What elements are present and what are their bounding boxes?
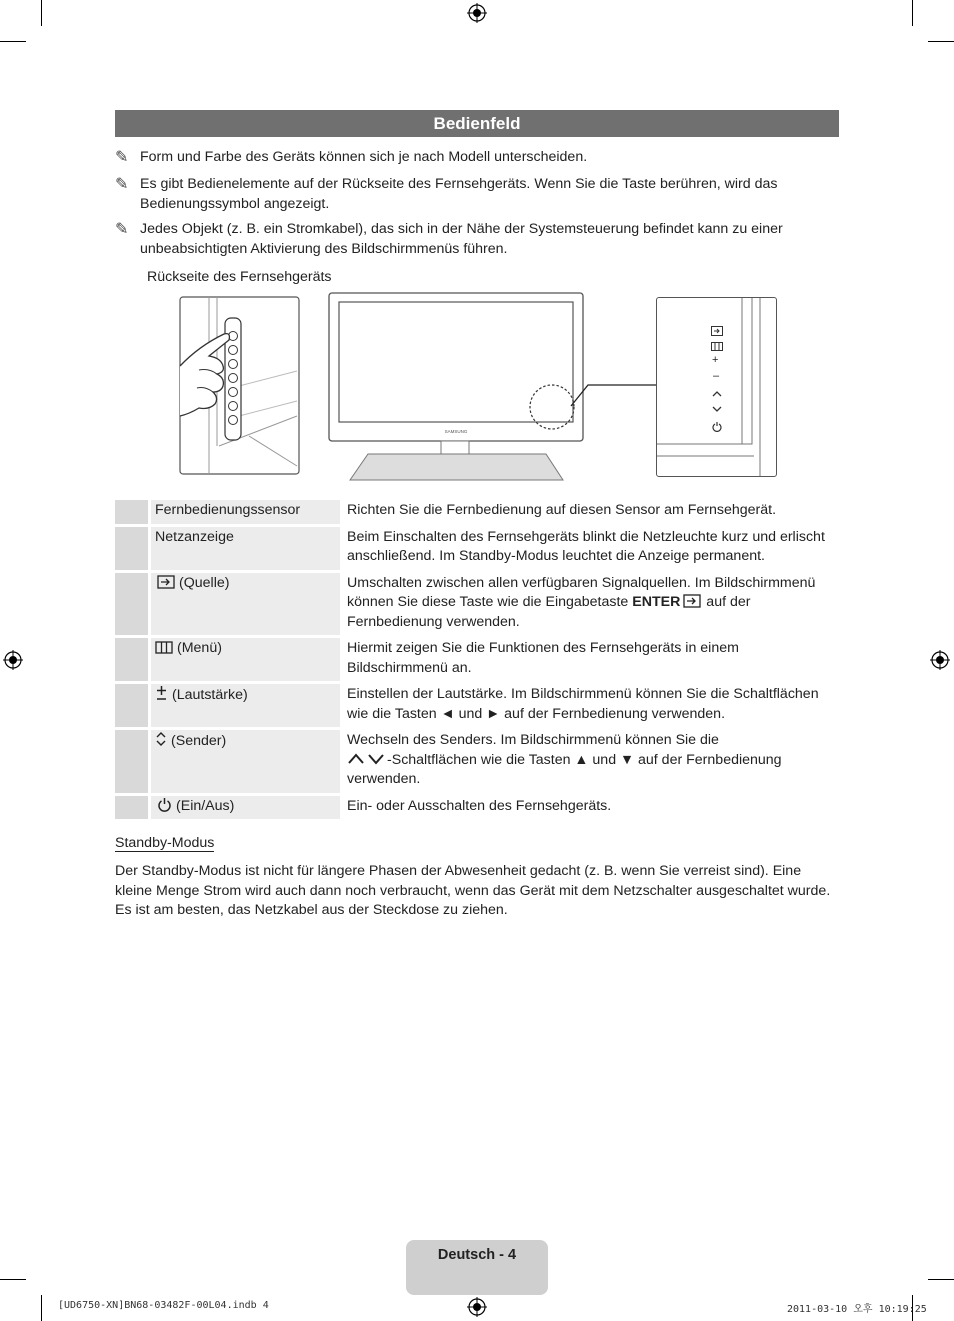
control-description: -Schaltflächen wie die Tasten ▲ und ▼ auf der Fernbedienung verwenden. xyxy=(347,751,782,787)
standby-paragraph: Der Standby-Modus ist nicht für längere Phasen der Abwesenheit gedacht (z. B. wenn Sie verreist sind). Eine kleine Menge Strom wird auch dann noch verbraucht, wenn das Gerät mit dem Netzschalter ausgeschaltet wurde. Es ist am besten, das Netzkabel aus der Steckdose zu ziehen. xyxy=(115,863,831,918)
footer-timestamp: 2011-03-10 오후 10:19:25 xyxy=(787,1304,927,1315)
note-item xyxy=(115,175,839,214)
menu-icon xyxy=(155,641,173,654)
control-description: Ein- oder Ausschalten des Fernsehgeräts. xyxy=(343,796,839,820)
control-table xyxy=(115,497,839,822)
table-row xyxy=(115,573,839,636)
table-row xyxy=(115,527,839,570)
menu-icon xyxy=(711,342,723,351)
row-marker xyxy=(115,527,148,570)
minus-icon: – xyxy=(713,370,720,382)
row-marker xyxy=(115,573,148,636)
control-label: (Quelle) xyxy=(179,574,230,591)
control-label-cell xyxy=(148,796,343,820)
section-title: Bedienfeld xyxy=(115,110,839,137)
source-icon xyxy=(711,326,723,336)
pencil-note-icon: ✎ xyxy=(115,149,129,166)
row-marker xyxy=(115,500,148,524)
control-description: Beim Einschalten des Fernsehgeräts blinkt die Netzleuchte kurz und erlischt anschließend. Im Standby-Modus leuchtet die Anzeige permanent. xyxy=(343,527,839,570)
table-row xyxy=(115,500,839,524)
control-description: auf der Fernbedienung verwenden. xyxy=(347,594,751,630)
control-panel-closeup xyxy=(656,297,777,477)
table-row xyxy=(115,684,839,727)
control-description-cell xyxy=(343,573,839,636)
registration-mark-icon xyxy=(3,650,23,670)
control-label-cell xyxy=(148,730,343,793)
control-description: Einstellen der Lautstärke. Im Bildschirmmenü können Sie die Schaltflächen wie die Tasten ◄ und ► auf der Fernbedienung verwenden. xyxy=(343,684,839,727)
standby-heading: Standby-Modus xyxy=(115,835,215,851)
crop-mark xyxy=(912,0,913,26)
registration-mark-icon xyxy=(467,1297,487,1317)
chevron-up-down-icon xyxy=(347,752,387,766)
note-text: Form und Farbe des Geräts können sich je nach Modell unterscheiden. xyxy=(140,149,588,165)
control-label-cell xyxy=(148,638,343,681)
control-label: (Sender) xyxy=(171,733,227,749)
figure-caption: Rückseite des Fernsehgeräts xyxy=(147,269,332,285)
table-row xyxy=(115,638,839,681)
control-description: Umschalten zwischen allen verfügbaren Signalquellen. Im Bildschirmmenü können Sie diese Taste wie die Eingabetaste xyxy=(347,574,816,610)
page-label: Deutsch - 4 xyxy=(437,1247,517,1263)
table-row xyxy=(115,796,839,820)
table-row xyxy=(115,730,839,793)
source-icon xyxy=(157,575,175,589)
control-label: (Lautstärke) xyxy=(172,687,248,703)
tv-front-illustration xyxy=(328,292,588,484)
row-marker xyxy=(115,638,148,681)
crop-mark xyxy=(928,41,954,42)
crop-mark xyxy=(0,1279,26,1280)
row-marker xyxy=(115,684,148,727)
crop-mark xyxy=(41,0,42,26)
tv-brand-label: SAMSUNG xyxy=(444,429,468,434)
enter-icon xyxy=(682,594,702,608)
pencil-note-icon: ✎ xyxy=(115,221,129,238)
control-label-cell xyxy=(148,573,343,636)
plus-icon: + xyxy=(712,354,719,366)
closeup-frame-lines xyxy=(657,298,776,476)
control-label-cell xyxy=(148,684,343,727)
pencil-note-icon: ✎ xyxy=(115,176,129,193)
control-label: Fernbedienungssensor xyxy=(148,500,343,524)
chevron-down-icon xyxy=(712,406,722,413)
note-item xyxy=(115,220,839,259)
up-down-chevron-icon xyxy=(155,731,167,747)
footer-file-info: [UD6750-XN]BN68-03482F-00L04.indb 4 xyxy=(58,1300,269,1311)
control-description: Hiermit zeigen Sie die Funktionen des Fernsehgeräts in einem Bildschirmmenü an. xyxy=(343,638,839,681)
crop-mark xyxy=(928,1279,954,1280)
chevron-up-icon xyxy=(712,390,722,397)
plus-minus-icon xyxy=(155,685,168,701)
power-icon xyxy=(712,421,722,432)
control-label: (Ein/Aus) xyxy=(176,797,235,814)
note-item xyxy=(115,148,839,168)
note-text: Es gibt Bedienelemente auf der Rückseite des Fernsehgeräts. Wenn Sie die Taste berühren, wird das Bedienungssymbol angezeigt. xyxy=(140,176,778,212)
row-marker xyxy=(115,730,148,793)
control-label: Netzanzeige xyxy=(148,527,343,570)
power-icon xyxy=(157,797,172,812)
control-description: Richten Sie die Fernbedienung auf diesen Sensor am Fernsehgerät. xyxy=(343,500,839,524)
control-label: (Menü) xyxy=(177,640,222,656)
page-number-badge xyxy=(406,1240,548,1295)
note-text: Jedes Objekt (z. B. ein Stromkabel), das sich in der Nähe der Systemsteuerung befindet kann zu einer unbeabsichtigten Aktivierung des Bildschirmmenüs führen. xyxy=(140,221,783,257)
tv-side-hand-illustration xyxy=(179,296,301,476)
registration-mark-icon xyxy=(930,650,950,670)
control-description: Wechseln des Senders. Im Bildschirmmenü können Sie die xyxy=(347,732,719,748)
crop-mark xyxy=(0,41,26,42)
crop-mark xyxy=(41,1295,42,1321)
callout-line xyxy=(570,383,660,408)
row-marker xyxy=(115,796,148,820)
registration-mark-icon xyxy=(467,3,487,23)
enter-key-label: ENTER xyxy=(632,594,681,610)
control-description-cell xyxy=(343,730,839,793)
